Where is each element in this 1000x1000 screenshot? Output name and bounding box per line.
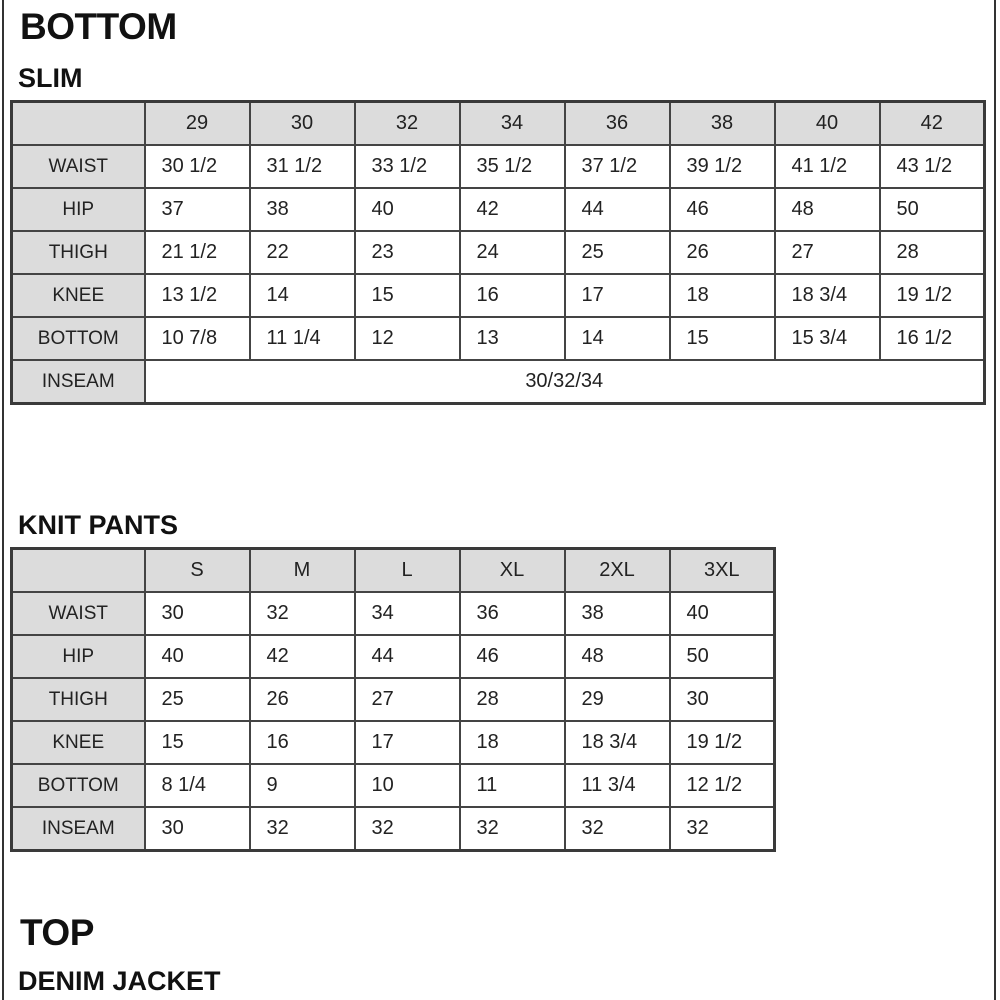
measurement-cell: 50 xyxy=(880,188,985,231)
measurement-cell: 25 xyxy=(145,678,250,721)
subsection-title-slim: SLIM xyxy=(18,63,83,93)
measurement-cell: 38 xyxy=(250,188,355,231)
slim-table-body xyxy=(12,145,985,404)
section-title-top: TOP xyxy=(20,912,94,953)
measurement-cell: 30 1/2 xyxy=(145,145,250,188)
measurement-cell: 14 xyxy=(565,317,670,360)
row-label-cell: KNEE xyxy=(12,721,145,764)
measurement-cell: 40 xyxy=(145,635,250,678)
measurement-cell: 32 xyxy=(670,807,775,851)
measurement-cell: 10 xyxy=(355,764,460,807)
measurement-cell: 26 xyxy=(670,231,775,274)
measurement-cell: 10 7/8 xyxy=(145,317,250,360)
table-row xyxy=(12,317,985,360)
slim-size-table xyxy=(10,100,986,405)
measurement-cell: 15 xyxy=(145,721,250,764)
measurement-cell: 21 1/2 xyxy=(145,231,250,274)
measurement-cell: 14 xyxy=(250,274,355,317)
table-row xyxy=(12,231,985,274)
measurement-cell: 27 xyxy=(355,678,460,721)
measurement-cell: 8 1/4 xyxy=(145,764,250,807)
measurement-cell: 16 1/2 xyxy=(880,317,985,360)
measurement-cell: 44 xyxy=(355,635,460,678)
row-label-cell: HIP xyxy=(12,188,145,231)
slim-header-row xyxy=(12,102,985,146)
measurement-cell: 30 xyxy=(145,807,250,851)
size-header-cell: 30 xyxy=(250,102,355,146)
measurement-cell: 18 xyxy=(670,274,775,317)
measurement-cell: 48 xyxy=(565,635,670,678)
measurement-cell: 18 3/4 xyxy=(565,721,670,764)
row-label-cell: BOTTOM xyxy=(12,764,145,807)
table-row xyxy=(12,635,775,678)
measurement-cell: 28 xyxy=(460,678,565,721)
measurement-cell: 30 xyxy=(670,678,775,721)
table-row xyxy=(12,678,775,721)
size-header-cell: S xyxy=(145,549,250,593)
measurement-cell: 46 xyxy=(670,188,775,231)
measurement-cell: 15 3/4 xyxy=(775,317,880,360)
measurement-cell: 30 xyxy=(145,592,250,635)
subsection-title-denim-jacket: DENIM JACKET xyxy=(18,966,221,996)
size-header-cell: 36 xyxy=(565,102,670,146)
table-row xyxy=(12,274,985,317)
size-header-cell: 32 xyxy=(355,102,460,146)
row-label-cell: KNEE xyxy=(12,274,145,317)
measurement-cell: 16 xyxy=(250,721,355,764)
measurement-cell: 23 xyxy=(355,231,460,274)
row-label-cell: THIGH xyxy=(12,231,145,274)
size-header-cell: 2XL xyxy=(565,549,670,593)
table-row xyxy=(12,360,985,404)
table-row xyxy=(12,188,985,231)
row-label-cell: BOTTOM xyxy=(12,317,145,360)
measurement-cell: 48 xyxy=(775,188,880,231)
measurement-cell: 19 1/2 xyxy=(670,721,775,764)
measurement-cell: 39 1/2 xyxy=(670,145,775,188)
measurement-cell: 36 xyxy=(460,592,565,635)
measurement-cell: 18 xyxy=(460,721,565,764)
section-title-bottom: BOTTOM xyxy=(20,6,177,47)
table-row xyxy=(12,721,775,764)
size-header-cell: M xyxy=(250,549,355,593)
measurement-cell: 32 xyxy=(565,807,670,851)
measurement-cell: 11 1/4 xyxy=(250,317,355,360)
table-row xyxy=(12,807,775,851)
measurement-cell: 46 xyxy=(460,635,565,678)
knit-table-body xyxy=(12,592,775,851)
row-label-cell: HIP xyxy=(12,635,145,678)
measurement-cell: 12 xyxy=(355,317,460,360)
measurement-cell: 32 xyxy=(355,807,460,851)
measurement-cell: 15 xyxy=(355,274,460,317)
measurement-cell: 32 xyxy=(250,592,355,635)
measurement-cell: 42 xyxy=(460,188,565,231)
table-row xyxy=(12,145,985,188)
measurement-cell: 31 1/2 xyxy=(250,145,355,188)
measurement-cell: 11 xyxy=(460,764,565,807)
row-label-cell: INSEAM xyxy=(12,360,145,404)
size-header-cell: 38 xyxy=(670,102,775,146)
measurement-cell: 12 1/2 xyxy=(670,764,775,807)
measurement-cell: 16 xyxy=(460,274,565,317)
inseam-value-cell: 30/32/34 xyxy=(145,360,985,404)
knit-table-header xyxy=(12,549,775,593)
measurement-cell: 35 1/2 xyxy=(460,145,565,188)
knit-pants-size-table xyxy=(10,547,776,852)
measurement-cell: 37 1/2 xyxy=(565,145,670,188)
measurement-cell: 24 xyxy=(460,231,565,274)
measurement-cell: 17 xyxy=(565,274,670,317)
measurement-cell: 25 xyxy=(565,231,670,274)
measurement-cell: 40 xyxy=(670,592,775,635)
measurement-cell: 34 xyxy=(355,592,460,635)
measurement-cell: 13 1/2 xyxy=(145,274,250,317)
measurement-cell: 26 xyxy=(250,678,355,721)
size-header-cell: L xyxy=(355,549,460,593)
table-row xyxy=(12,592,775,635)
measurement-cell: 37 xyxy=(145,188,250,231)
row-label-cell: WAIST xyxy=(12,145,145,188)
measurement-cell: 17 xyxy=(355,721,460,764)
knit-header-row xyxy=(12,549,775,593)
corner-cell xyxy=(12,549,145,593)
measurement-cell: 42 xyxy=(250,635,355,678)
slim-table-header xyxy=(12,102,985,146)
measurement-cell: 44 xyxy=(565,188,670,231)
corner-cell xyxy=(12,102,145,146)
size-header-cell: 40 xyxy=(775,102,880,146)
measurement-cell: 32 xyxy=(460,807,565,851)
row-label-cell: THIGH xyxy=(12,678,145,721)
measurement-cell: 18 3/4 xyxy=(775,274,880,317)
measurement-cell: 11 3/4 xyxy=(565,764,670,807)
row-label-cell: INSEAM xyxy=(12,807,145,851)
size-header-cell: 34 xyxy=(460,102,565,146)
measurement-cell: 41 1/2 xyxy=(775,145,880,188)
measurement-cell: 40 xyxy=(355,188,460,231)
measurement-cell: 33 1/2 xyxy=(355,145,460,188)
size-header-cell: 3XL xyxy=(670,549,775,593)
size-header-cell: 29 xyxy=(145,102,250,146)
measurement-cell: 13 xyxy=(460,317,565,360)
measurement-cell: 9 xyxy=(250,764,355,807)
measurement-cell: 29 xyxy=(565,678,670,721)
measurement-cell: 15 xyxy=(670,317,775,360)
measurement-cell: 28 xyxy=(880,231,985,274)
measurement-cell: 38 xyxy=(565,592,670,635)
measurement-cell: 27 xyxy=(775,231,880,274)
size-header-cell: XL xyxy=(460,549,565,593)
measurement-cell: 22 xyxy=(250,231,355,274)
size-header-cell: 42 xyxy=(880,102,985,146)
measurement-cell: 50 xyxy=(670,635,775,678)
measurement-cell: 32 xyxy=(250,807,355,851)
table-row xyxy=(12,764,775,807)
subsection-title-knit-pants: KNIT PANTS xyxy=(18,510,178,540)
row-label-cell: WAIST xyxy=(12,592,145,635)
measurement-cell: 19 1/2 xyxy=(880,274,985,317)
measurement-cell: 43 1/2 xyxy=(880,145,985,188)
